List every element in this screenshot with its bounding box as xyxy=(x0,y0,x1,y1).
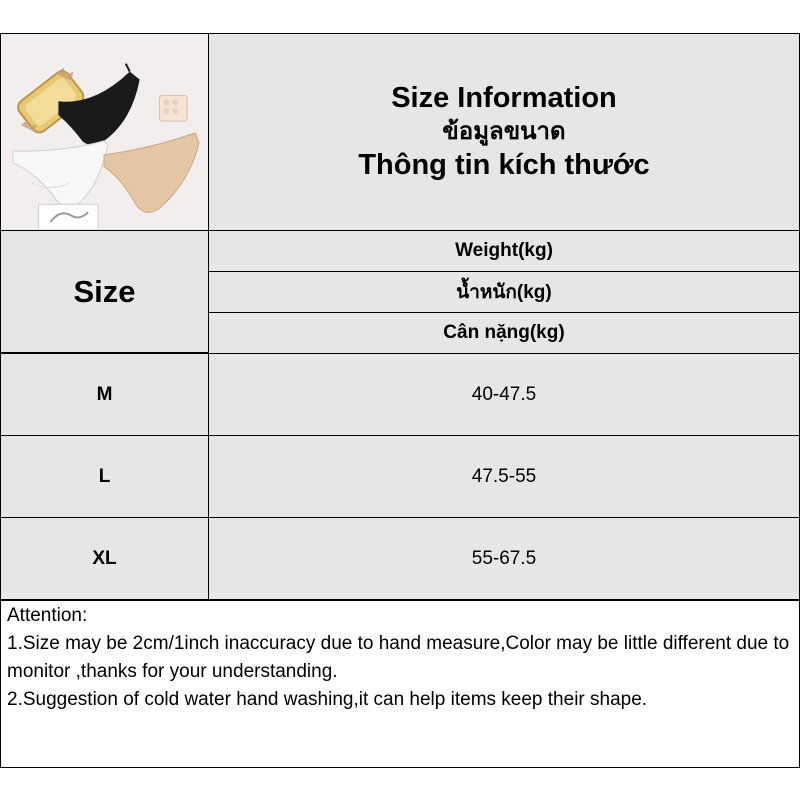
size-xl: XL xyxy=(0,517,209,601)
notes-line-2: 2.Suggestion of cold water hand washing,it can help items keep their shape. xyxy=(7,689,648,710)
weight-xl: 55-67.5 xyxy=(208,517,800,601)
weight-l: 47.5-55 xyxy=(208,435,800,519)
notes-line-1: 1.Size may be 2cm/1inch inaccuracy due to hand measure,Color may be little different due to monitor ,thanks for your understanding. xyxy=(7,633,795,682)
title-thai: ข้อมูลขนาด xyxy=(442,117,566,145)
notes-heading: Attention: xyxy=(7,605,88,626)
title-english: Size Information xyxy=(391,81,617,114)
attention-notes xyxy=(0,599,800,768)
size-m: M xyxy=(0,353,209,437)
weight-header-english: Weight(kg) xyxy=(208,230,800,272)
weight-header-vietnamese: Cân nặng(kg) xyxy=(208,312,800,354)
title-block xyxy=(208,33,800,231)
weight-header-thai: น้ำหนัก(kg) xyxy=(208,271,800,313)
weight-m: 40-47.5 xyxy=(208,353,800,437)
title-vietnamese: Thông tin kích thước xyxy=(358,149,650,182)
product-photo-illustration xyxy=(1,33,208,231)
product-photo xyxy=(0,33,209,231)
size-chart xyxy=(0,33,800,768)
size-l: L xyxy=(0,435,209,519)
size-column-header: Size xyxy=(0,230,209,353)
